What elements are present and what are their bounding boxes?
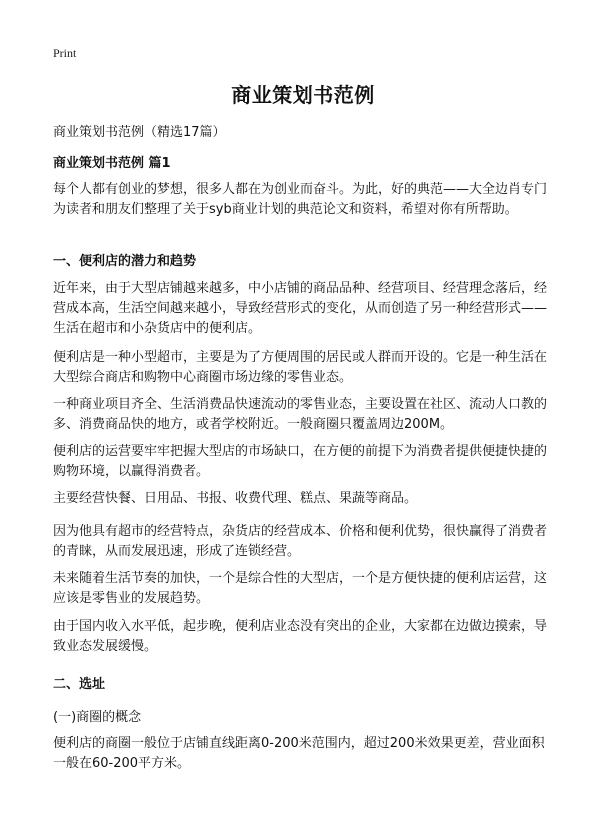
paragraph: 由于国内收入水平低，起步晚，便利店业态没有突出的企业，大家都在边做边摸索，导致业态发展缓慢。 xyxy=(53,619,548,654)
intro-paragraph: 每个人都有创业的梦想，很多人都在为创业而奋斗。为此，好的典范——大全边肖专门为读者和朋友们整理了关于syb商业计划的典范论文和资料，希望对你有所帮助。 xyxy=(53,182,548,217)
paragraph: 因为他具有超市的经营特点，杂货店的经营成本、价格和便利优势，很快赢得了消费者的青睐，从而发展迅速，形成了连锁经营。 xyxy=(53,524,548,559)
paragraph: 便利店是一种小型超市，主要是为了方便周围的居民或人群而开设的。它是一种生活在大型综合商店和购物中心商圈市场边缘的零售业态。 xyxy=(53,350,548,385)
paragraph: 便利店的商圈一般位于店铺直线距离0-200米范围内，超过200米效果更差，营业面积一般在60-200平方米。 xyxy=(53,736,545,771)
document-subtitle: 商业策划书范例（精选17篇） xyxy=(53,125,226,140)
paragraph: 一种商业项目齐全、生活消费品快速流动的零售业态，主要设置在社区、流动人口教的多、消费商品快的地方，或者学校附近。一般商圈只覆盖周边200M。 xyxy=(53,397,548,432)
document-title: 商业策划书范例 xyxy=(231,83,375,107)
paragraph: 主要经营快餐、日用品、书报、收费代理、糕点、果蔬等商品。 xyxy=(53,491,418,506)
paragraph: 未来随着生活节奏的加快，一个是综合性的大型店，一个是方便快捷的便利店运营，这应该是零售业的发展趋势。 xyxy=(53,571,548,606)
paragraph: 便利店的运营要牢牢把握大型店的市场缺口，在方便的前提下为消费者提供便捷快捷的购物环境，以赢得消费者。 xyxy=(53,444,548,479)
print-link[interactable]: Print xyxy=(53,46,77,60)
paragraph: 近年来，由于大型店铺越来越多，中小店铺的商品品种、经营项目、经营理念落后，经营成本高，生活空间越来越小，导致经营形式的变化，从而创造了另一种经营形式——生活在超市和小杂货店中的便利店。 xyxy=(53,281,548,336)
subsection-heading: (一)商圈的概念 xyxy=(53,710,142,725)
chapter-heading: 商业策划书范例 篇1 xyxy=(53,156,171,171)
section-heading-1: 一、便利店的潜力和趋势 xyxy=(53,254,197,269)
section-heading-2: 二、选址 xyxy=(53,677,106,692)
